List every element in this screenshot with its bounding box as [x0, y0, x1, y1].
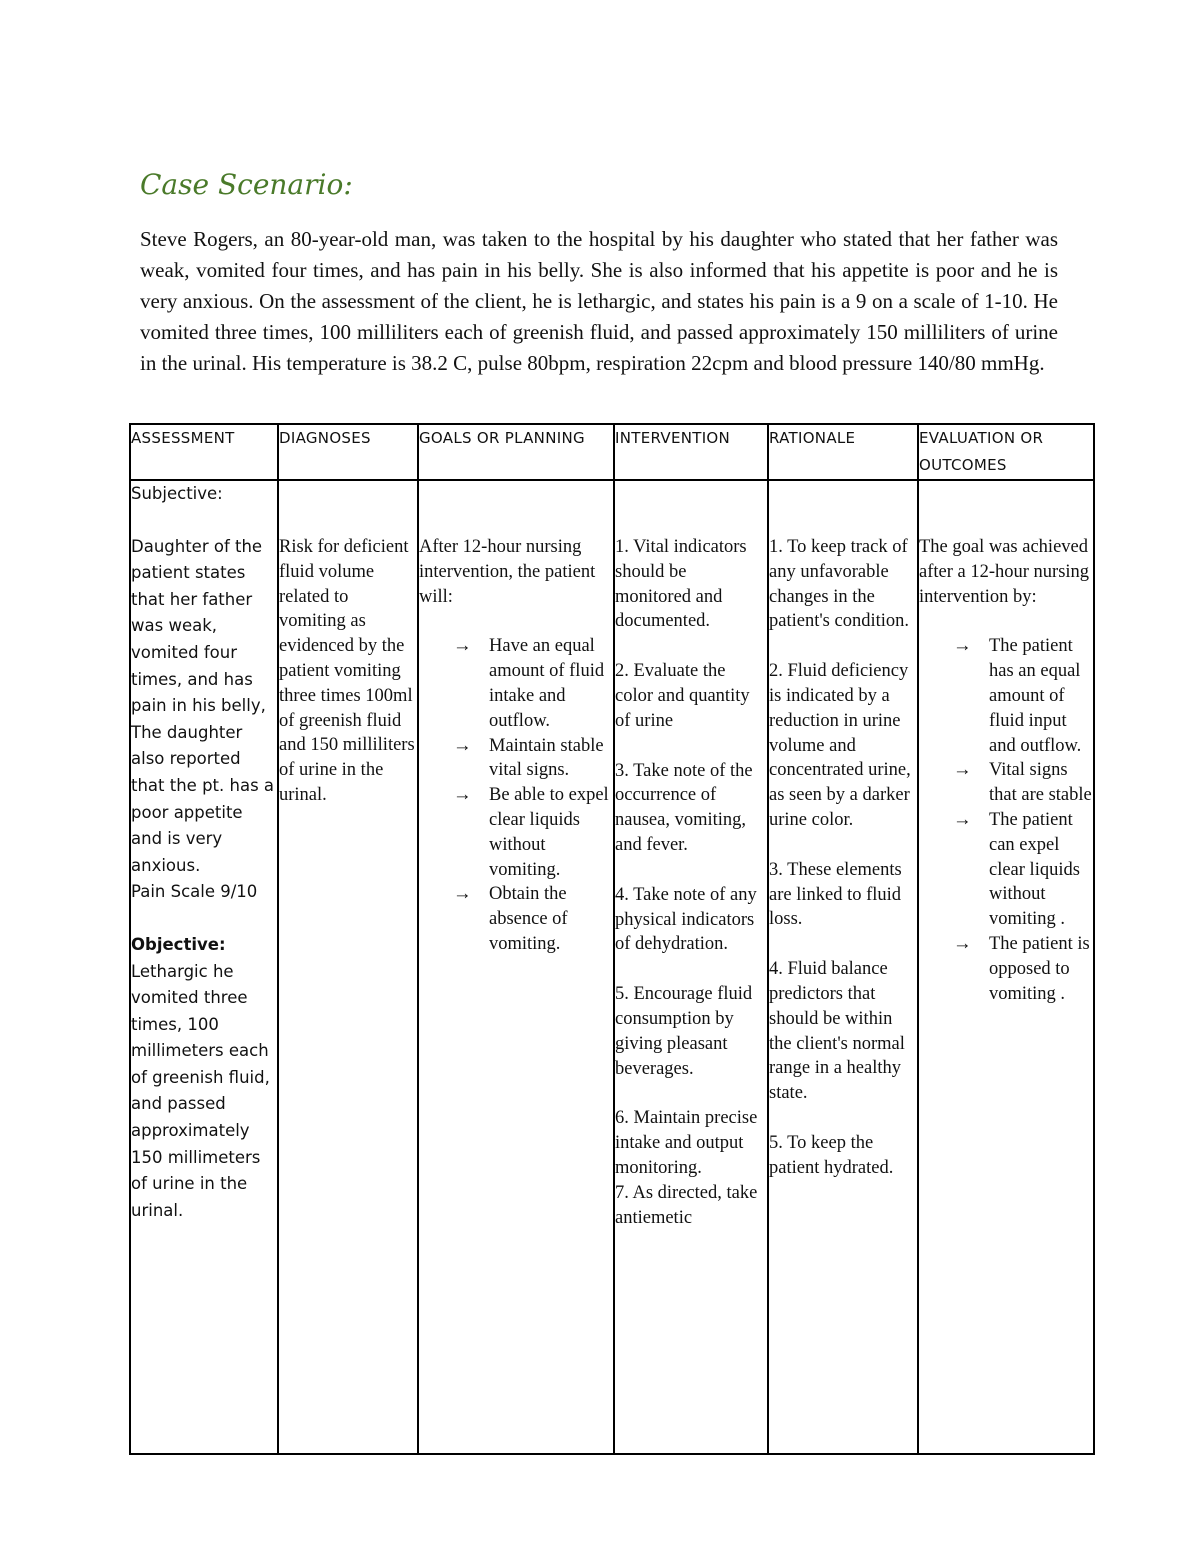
rationale-item: 3. These elements are linked to fluid loss.: [769, 859, 902, 930]
table-body-row: [130, 480, 1094, 1454]
intervention-item: 3. Take note of the occurrence of nausea, vomiting, and fever.: [615, 760, 753, 855]
intervention-item: 2. Evaluate the color and quantity of urine: [615, 661, 750, 731]
evaluation-list: [919, 634, 1093, 1006]
diagnosis-text: Risk for deficient fluid volume related to vomiting as evidenced by the patient vomiting three times 100ml of greenish fluid and 150 milliliters of urine in the urinal.: [279, 537, 415, 805]
arrow-icon: →: [453, 636, 472, 657]
header-goals: GOALS OR PLANNING: [418, 424, 614, 480]
goals-list: [419, 634, 613, 956]
list-item: → The patient can expel clear liquids without vomiting .: [953, 809, 1080, 930]
arrow-icon: →: [953, 760, 972, 781]
subjective-label: Subjective:: [131, 484, 223, 503]
list-item: → Obtain the absence of vomiting.: [453, 884, 568, 954]
list-item: → The patient has an equal amount of fluid input and outflow.: [953, 636, 1082, 756]
case-scenario-text: Steve Rogers, an 80-year-old man, was taken to the hospital by his daughter who stated that her father was weak, vomited four times, and has pain in his belly. She is also informed that his appetite is poor and he is very anxious. On the assessment of the client, he is lethargic, and states his pain is a 9 on a scale of 1-10. He vomited three times, 100 milliliters each of greenish fluid, and passed approximately 150 milliliters of urine in the urinal. His temperature is 38.2 C, pulse 80bpm, respiration 22cpm and blood pressure 140/80 mmHg.: [140, 227, 1058, 375]
subjective-text: Daughter of the patient states that her father was weak, vomited four times, and has pain in his belly, The daughter also reported that the pt. has a poor appetite and is very anxious.: [131, 536, 275, 875]
list-item: → The patient is opposed to vomiting .: [953, 933, 1090, 1004]
goals-intro: After 12-hour nursing intervention, the patient will:: [419, 537, 596, 607]
header-rationale: RATIONALE: [768, 424, 918, 480]
list-item: → Maintain stable vital signs.: [453, 735, 604, 781]
header-assessment: ASSESSMENT: [130, 424, 278, 480]
header-intervention: INTERVENTION: [614, 424, 768, 480]
list-item: → Vital signs that are stable: [953, 760, 1092, 806]
intervention-item: 6. Maintain precise intake and output monitoring.: [615, 1108, 758, 1178]
evaluation-cell: [918, 480, 1094, 1454]
header-evaluation: EVALUATION OR OUTCOMES: [918, 424, 1094, 480]
list-item: → Be able to expel clear liquids without vomiting.: [453, 785, 609, 880]
case-scenario-heading: Case Scenario:: [140, 168, 353, 201]
intervention-cell: [614, 480, 768, 1454]
arrow-icon: →: [953, 809, 972, 830]
intervention-item: 5. Encourage fluid consumption by giving pleasant beverages.: [615, 984, 753, 1079]
table-header-row: [130, 424, 1094, 480]
arrow-icon: →: [453, 785, 472, 806]
arrow-icon: →: [453, 735, 472, 756]
evaluation-intro: The goal was achieved after a 12-hour nursing intervention by:: [919, 537, 1090, 607]
rationale-item: 2. Fluid deficiency is indicated by a reduction in urine volume and concentrated urine, as seen by a darker urine color.: [769, 661, 911, 830]
objective-label: Objective:: [131, 934, 226, 954]
rationale-item: 4. Fluid balance predictors that should be within the client's normal range in a healthy state.: [769, 959, 905, 1104]
rationale-cell: [768, 480, 918, 1454]
rationale-item: 5. To keep the patient hydrated.: [769, 1132, 894, 1178]
intervention-item: 7. As directed, take antiemetic: [615, 1182, 758, 1228]
list-item: → Have an equal amount of fluid intake and outflow.: [453, 636, 605, 731]
nursing-care-plan-table: [129, 423, 1095, 1455]
intervention-item: 1. Vital indicators should be monitored and documented.: [615, 537, 747, 632]
assessment-cell: [130, 480, 278, 1454]
goals-cell: [418, 480, 614, 1454]
rationale-item: 1. To keep track of any unfavorable changes in the patient's condition.: [769, 537, 910, 632]
arrow-icon: →: [953, 636, 972, 657]
arrow-icon: →: [453, 884, 472, 905]
intervention-item: 4. Take note of any physical indicators of dehydration.: [615, 884, 757, 955]
pain-scale: Pain Scale 9/10: [131, 882, 258, 902]
header-diagnoses: DIAGNOSES: [278, 424, 418, 480]
objective-text: Lethargic he vomited three times, 100 millimeters each of greenish fluid, and passed approximately 150 millimeters of urine in the urinal.: [131, 961, 270, 1220]
diagnoses-cell: [278, 480, 418, 1454]
arrow-icon: →: [953, 933, 972, 954]
